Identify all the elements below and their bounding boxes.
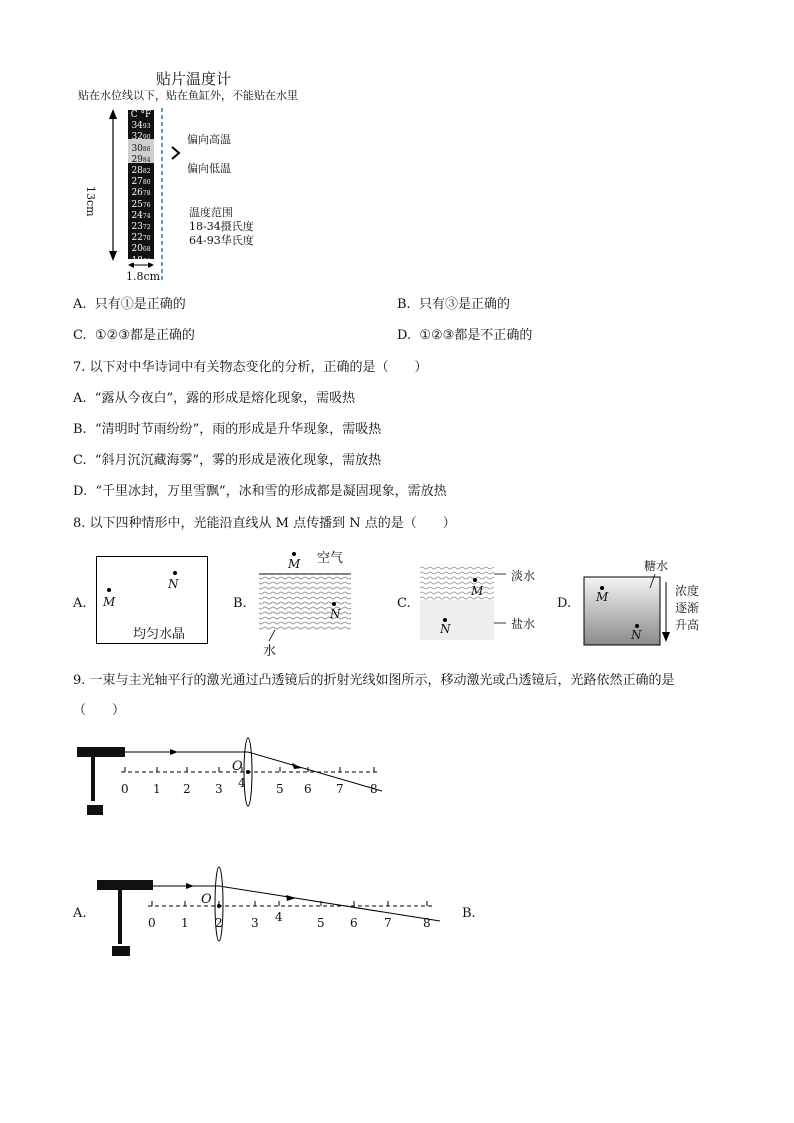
scale-row xyxy=(128,166,154,177)
scale-row xyxy=(128,155,154,166)
scale-fahrenheit: 78 xyxy=(142,190,151,198)
q9-reference-figure xyxy=(70,735,400,825)
point-n-label: N xyxy=(168,577,179,591)
axis-tick-label: 0 xyxy=(148,916,156,930)
scale-celsius: 32 xyxy=(131,132,143,143)
scale-row xyxy=(128,222,154,233)
scale-unit-header: C °F xyxy=(130,110,152,120)
axis-tick-label: 7 xyxy=(384,916,392,930)
thermometer-title: 贴片温度计 xyxy=(156,70,232,88)
q8-figure-a xyxy=(96,556,208,644)
q7-option-d[interactable]: D. “千里冰封，万里雪飘”，冰和雪的形成都是凝固现象，需放热 xyxy=(73,484,447,499)
scale-row xyxy=(128,132,154,143)
axis-tick-label: 6 xyxy=(350,916,358,930)
scale-row xyxy=(128,256,154,267)
q6-option-c[interactable]: C. ①②③都是正确的 xyxy=(73,328,195,343)
concentration-label-2: 逐渐 xyxy=(675,601,700,615)
axis-tick-label: 6 xyxy=(304,782,312,796)
axis-tick-label: 8 xyxy=(423,916,431,930)
scale-row xyxy=(128,121,154,132)
scale-row xyxy=(128,200,154,211)
axis-tick-label: 5 xyxy=(276,782,284,796)
scale-fahrenheit: 74 xyxy=(142,212,151,220)
laser-body xyxy=(97,880,153,890)
scale-row xyxy=(128,244,154,255)
thermometer-note: 贴在水位线以下，贴在鱼缸外，不能贴在水里 xyxy=(78,89,298,102)
scale-fahrenheit: 93 xyxy=(142,123,151,131)
height-label: 13cm xyxy=(84,186,97,217)
axis-tick-label: 0 xyxy=(121,782,129,796)
point-m-label: M xyxy=(596,590,609,604)
water-label: 水 xyxy=(263,644,277,659)
axis-tick-label: 4 xyxy=(275,910,283,924)
q7-option-a[interactable]: A. “露从今夜白”，露的形成是熔化现象，需吸热 xyxy=(73,391,356,406)
fresh-water-label: 淡水 xyxy=(511,569,536,583)
scale-row xyxy=(128,233,154,244)
low-temp-label: 偏向低温 xyxy=(187,162,231,175)
axis-tick-label: 3 xyxy=(251,916,259,930)
q8-option-a-letter[interactable]: A. xyxy=(73,596,87,611)
salt-water-label: 盐水 xyxy=(511,617,536,631)
high-temp-label: 偏向高温 xyxy=(187,133,231,146)
lens-center-label: O xyxy=(232,759,243,774)
axis-tick-label: 1 xyxy=(153,782,161,796)
scale-fahrenheit: 68 xyxy=(142,246,151,254)
q8-option-c-letter[interactable]: C. xyxy=(397,596,411,611)
scale-fahrenheit: 84 xyxy=(142,156,151,164)
lens-center-label: O xyxy=(201,892,212,907)
q6-option-a[interactable]: A. 只有①是正确的 xyxy=(73,297,186,312)
scale-celsius: 25 xyxy=(131,199,143,210)
q7-option-c[interactable]: C. “斜月沉沉藏海雾”，雾的形成是液化现象，需放热 xyxy=(73,453,382,468)
point-n-dot xyxy=(173,571,177,575)
sugar-water-label: 糖水 xyxy=(644,559,669,573)
axis-tick-label: 5 xyxy=(317,916,325,930)
scale-celsius: 24 xyxy=(131,210,143,221)
q9-option-b-letter[interactable]: B. xyxy=(462,906,476,921)
scale-row xyxy=(128,188,154,199)
scale-fahrenheit: 90 xyxy=(142,134,151,142)
q9-stem: 9. 一束与主光轴平行的激光通过凸透镜后的折射光线如图所示，移动激光或凸透镜后，光路依然正确的是 xyxy=(73,673,675,688)
axis-tick-label: 3 xyxy=(215,782,223,796)
axis-tick-label: 1 xyxy=(181,916,189,930)
q9-paren: （ ） xyxy=(73,703,126,718)
point-m-dot xyxy=(107,588,111,592)
q9-option-a-letter[interactable]: A. xyxy=(73,906,87,921)
concentration-label-3: 升高 xyxy=(675,618,700,632)
axis-tick-label: 8 xyxy=(370,782,378,796)
point-n-label: N xyxy=(440,622,451,636)
scale-fahrenheit: 76 xyxy=(142,201,151,209)
scale-celsius: 27 xyxy=(131,177,143,188)
scale-celsius: 34 xyxy=(131,121,143,132)
point-m-label: M xyxy=(288,557,301,571)
axis-tick-label: 2 xyxy=(183,782,191,796)
scale-row xyxy=(128,211,154,222)
q7-option-b[interactable]: B. “清明时节雨纷纷”，雨的形成是升华现象，需吸热 xyxy=(73,422,382,437)
thermometer-scale xyxy=(128,110,154,267)
scale-celsius: 23 xyxy=(131,222,143,233)
q9-option-a-figure xyxy=(90,860,450,960)
scale-celsius: 29 xyxy=(131,154,143,165)
concentration-label-1: 浓度 xyxy=(675,584,700,598)
scale-fahrenheit: 80 xyxy=(142,179,151,187)
axis-tick-label: 2 xyxy=(215,916,223,930)
point-m-label: M xyxy=(471,584,484,598)
scale-fahrenheit: 86 xyxy=(142,145,151,153)
scale-fahrenheit: 64 xyxy=(142,257,151,265)
laser-body xyxy=(77,747,125,757)
air-label: 空气 xyxy=(317,551,344,566)
range-title: 温度范围 xyxy=(189,206,233,219)
q6-option-b[interactable]: B. 只有③是正确的 xyxy=(397,297,510,312)
q7-stem: 7. 以下对中华诗词中有关物态变化的分析，正确的是（ ） xyxy=(73,360,428,375)
q6-option-d[interactable]: D. ①②③都是不正确的 xyxy=(397,328,533,343)
scale-celsius: 18 xyxy=(131,255,143,266)
point-n-label: N xyxy=(330,607,341,621)
scale-fahrenheit: 82 xyxy=(142,168,151,176)
q8-option-b-letter[interactable]: B. xyxy=(233,596,247,611)
crystal-label: 均匀水晶 xyxy=(133,627,186,642)
scale-celsius: 26 xyxy=(131,188,143,199)
scale-celsius: 20 xyxy=(131,244,143,255)
width-label: 1.8cm xyxy=(126,270,161,283)
scale-celsius: 30 xyxy=(131,143,143,154)
scale-celsius: 22 xyxy=(131,233,143,244)
q8-stem: 8. 以下四种情形中，光能沿直线从 M 点传播到 N 点的是（ ） xyxy=(73,516,456,531)
q8-option-d-letter[interactable]: D. xyxy=(557,596,572,611)
scale-row xyxy=(128,177,154,188)
axis-tick-label: 4 xyxy=(238,776,246,790)
scale-celsius: 28 xyxy=(131,166,143,177)
scale-fahrenheit: 70 xyxy=(142,235,151,243)
axis-tick-label: 7 xyxy=(336,782,344,796)
point-n-label: N xyxy=(631,628,642,642)
q8-figure-c xyxy=(420,560,510,642)
range-fahrenheit: 64-93华氏度 xyxy=(189,234,254,247)
point-m-label: M xyxy=(103,595,116,609)
scale-row xyxy=(128,144,154,155)
chevron-right-icon xyxy=(172,147,179,159)
scale-fahrenheit: 72 xyxy=(142,224,151,232)
range-celsius: 18-34摄氏度 xyxy=(189,220,254,233)
